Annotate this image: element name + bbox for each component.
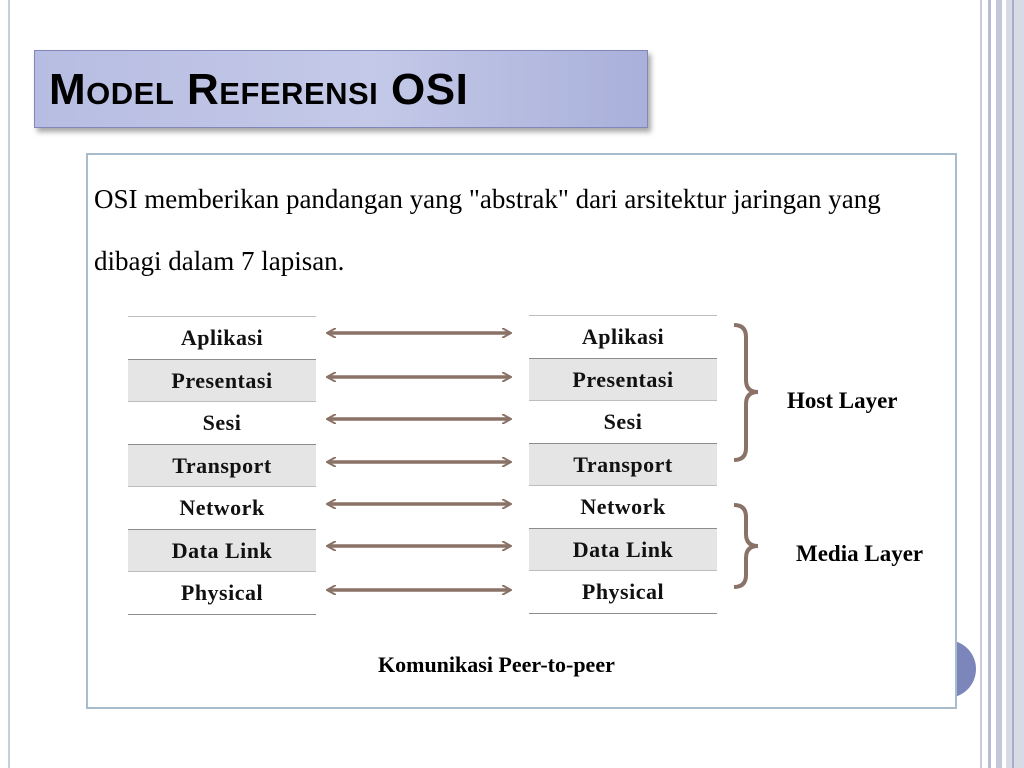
title-bar — [34, 50, 648, 128]
layer-aplikasi: Aplikasi — [128, 316, 316, 359]
layer-presentasi: Presentasi — [529, 358, 717, 401]
left-border-line — [8, 0, 10, 768]
host-layer-label: Host Layer — [787, 388, 898, 413]
layer-network: Network — [128, 486, 316, 529]
layer-presentasi: Presentasi — [128, 359, 316, 402]
layer-transport: Transport — [128, 444, 316, 487]
intro-text: OSI memberikan pandangan yang "abstrak" dari arsitektur jaringan yang dibagi dalam 7 lapisan. — [94, 184, 881, 276]
layer-data-link: Data Link — [128, 529, 316, 572]
layer-sesi: Sesi — [529, 400, 717, 443]
right-decorative-stripes — [976, 0, 1024, 768]
peer-communication-caption: Komunikasi Peer-to-peer — [378, 652, 615, 677]
layer-sesi: Sesi — [128, 401, 316, 444]
layer-network: Network — [529, 485, 717, 528]
slide-title: Model Referensi OSI — [49, 65, 469, 114]
layer-data-link: Data Link — [529, 528, 717, 571]
layer-transport: Transport — [529, 443, 717, 486]
layer-physical: Physical — [128, 571, 316, 615]
layer-aplikasi: Aplikasi — [529, 315, 717, 358]
left-osi-stack — [128, 316, 316, 615]
media-layer-label: Media Layer — [796, 541, 924, 566]
layer-physical: Physical — [529, 570, 717, 614]
right-osi-stack — [529, 315, 717, 614]
